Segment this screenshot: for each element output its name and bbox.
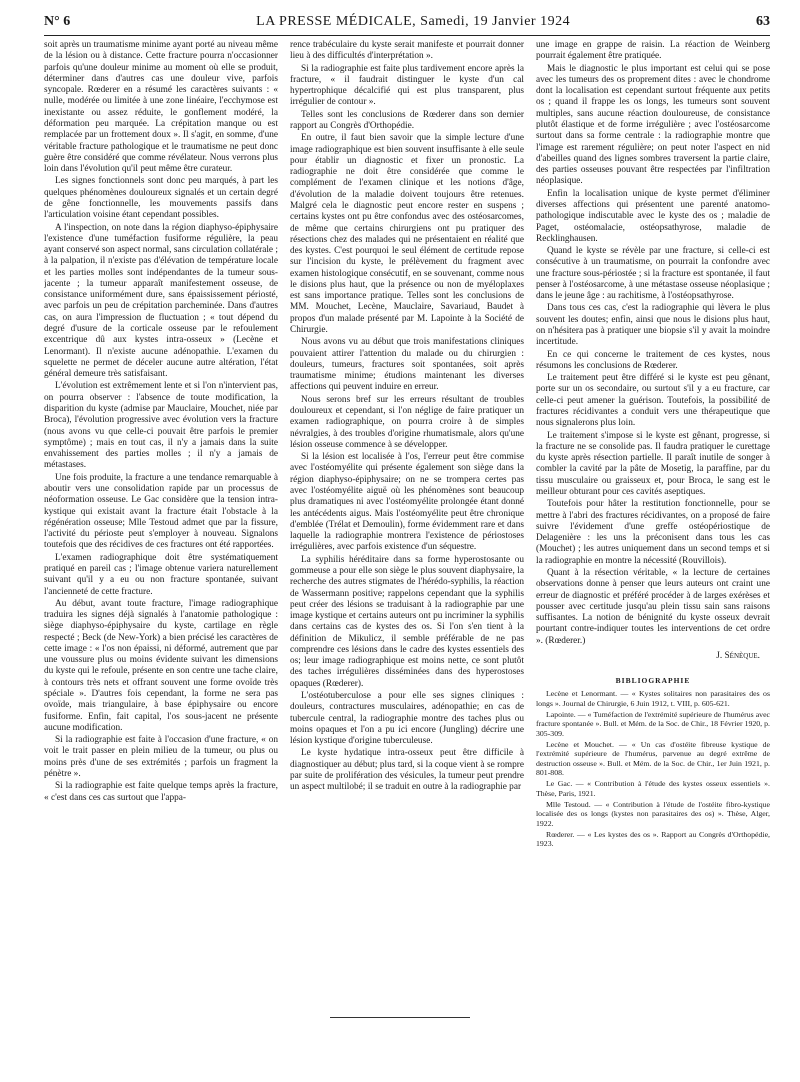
paragraph: Telles sont les conclusions de Rœderer dans son dernier rapport au Congrès d'Orthopédie. (290, 109, 524, 131)
paragraph: La syphilis héréditaire dans sa forme hyperostosante ou gommeuse a pour elle son siège le plus souvent diaphysaire, la recherche des autres stigmates de l'hérédo-syphilis, la réaction de Wassermann positive; rappelons cependant que la syphilis peut créer des lésions se traduisant à la radiographie par une image kystique et certains auteurs ont pu incriminer la syphilis dans certains cas de kystes des os. Si l'on s'en tient à la définition de Mikulicz, il semble préférable de ne pas comprendre ces lésions dans le cadre des kystes essentiels des os; leur image radiographique est moins nette, ce sont plutôt des taches irrégulières disséminées dans des hyperostoses opaques (Rœderer). (290, 554, 524, 689)
page-number: 63 (756, 14, 770, 29)
section-divider (330, 1017, 470, 1018)
paragraph: Si la lésion est localisée à l'os, l'erreur peut être commise avec l'ostéomyélite qui présente également son siège dans la région diaphyso-épiphysaire; on ne se trompera certes pas avec l'ostéomyélite aiguë où les phénomènes sont beaucoup plus dramatiques ni avec l'ostéomyélite prolongée étant donné les antécédents aigus. Mais l'ostéomyélite peut être chronique d'emblée (Trélat et Demoulin), forme évidemment rare et dans laquelle la radiographie montrera l'existence de périostoses irrégulières, avec parfois existence d'un séquestre. (290, 452, 524, 553)
paragraph: Au début, avant toute fracture, l'image radiographique traduira les signes déjà signalés à l'anatomie pathologique : siège diaphyso-épiphysaire du kyste, cartilage en règle respecté ; Beck (de New-York) a bien précisé les caractères de cette image : « l'os non épaissi, ni déformé, autrement que par une voussure plus ou moins évidente suivant les dimensions du kyste qui le refoule, présente en son centre une tache claire, à contours très nets et offrant souvent une forme ovoïde très spéciale ». D'autres fois cependant, la forme ne sera pas ovoïde, mais triangulaire, à base épiphysaire ou encore fusiforme. Enfin, fait capital, l'os sous-jacent ne présente aucune modification. (44, 598, 278, 733)
paragraph: Le kyste hydatique intra-osseux peut être difficile à diagnostiquer au début; plus tard, si la coque vient à se rompre par suite de prolifération des vésicules, la tumeur peut prendre un aspect multilobé; il se traduit en outre à la radiographie par (290, 748, 524, 793)
column-2 (290, 40, 524, 1040)
bibliography-list (536, 689, 770, 849)
author-signature: J. Sénèque. (716, 650, 760, 661)
bibliography-title: BIBLIOGRAPHIE (615, 676, 691, 686)
paragraph: L'évolution est extrêmement lente et si l'on n'intervient pas, on pourra observer : l'absence de toute modification, la disparition du kyste (admise par Mauclaire, Mouchet, niée par Broca), l'évolution progressive avec évolution vers la fracture (nous avons vu que celle-ci pouvait être parfois le premier symptôme) ; mais en tout cas, il n'y a jamais dans la suite envahissement des parties molles ; il n'y a jamais de métastases. (44, 381, 278, 471)
paragraph: soit après un traumatisme minime ayant porté au niveau même de la lésion ou à distance. Cette fracture pourra n'occasionner parfois qu'une douleur minime au moment où elle se produit, déterminer dans d'autres cas une douleur vive, parfois syncopale. Rœderer en a résumé les caractères suivants : « nulle, modérée ou limitée à une zone linéaire, l'ecchymose est inexistante ou assez réduite, le gonflement modéré, la déformation peu marquée. La crépitation manque ou est remplacée par un frottement doux ». Il s'agit, en somme, d'une véritable fracture pathologique et le traumatisme ne peut donc guère être considéré que comme révélateur. Nous verrons plus loin dans l'évolution qu'il peut même être curateur. (44, 40, 278, 175)
bibliography-entry: Mlle Testoud. — « Contribution à l'étude de l'ostéite fibro-kystique localisée des os longs (kystes non parasitaires des os) ». Thèse, Alger, 1922. (536, 800, 770, 828)
paragraph: Mais le diagnostic le plus important est celui qui se pose avec les tumeurs des os proprement dites : avec le chondrome dont la localisation est cependant surtout fréquente aux petits os ; quand il frappe les os longs, les tumeurs sont souvent multiples, sans aucune réaction douloureuse, de consistance plutôt élastique et de forme irrégulière ; avec l'ostéosarcome surtout dans sa forme centrale : la radiographie montre que l'image est rarement régulière; on peut noter l'aspect en nid d'abeilles quand des lignes sombres traversent la partie claire, des parties osseuses pouvant être respectées par l'infiltration néoplasique. (536, 63, 770, 187)
paragraph: Toutefois pour hâter la restitution fonctionnelle, pour se mettre à l'abri des fractures récidivantes, on a proposé de faire suivre l'évidement d'une greffe ostéopériostique de Delagenière : les uns la préconisent dans tous les cas (Mouchet) ; les autres uniquement dans un second temps et si la radiographie en montre la nécessité (Rouvillois). (536, 499, 770, 566)
paragraph: Si la radiographie est faite plus tardivement encore après la fracture, « il faudrait distinguer le kyste d'un cal hypertrophique décalcifié qui est plus transparent, plus irrégulier de contour ». (290, 63, 524, 108)
paragraph: Le traitement s'impose si le kyste est gênant, progresse, si la fracture ne se consolide pas. Il faudra pratiquer le curettage du kyste après résection partielle. Il paraît inutile de songer à combler la cavité par la pâte de Mosetig, la paraffine, par du tissu musculaire ou graisseux et, pour Broca, le sang est le meilleur obturant pour ces cavités aseptiques. (536, 430, 770, 497)
paragraph: Si la radiographie est faite quelque temps après la fracture, « c'est dans ces cas surtout que l'appa- (44, 781, 278, 803)
paragraph: Une fois produite, la fracture a une tendance remarquable à aboutir vers une consolidation rapide par un processus de néoformation osseuse. Le Gac considère que la tension intra-kystique qui existait avant la fracture était l'obstacle à la régénération osseuse; Mlle Testoud admet que par la fissure, l'activité du périoste peut s'employer à nouveau. Signalons toutefois que des récidives de ces fractures ont été rapportées. (44, 472, 278, 551)
issue-number: N° 6 (44, 14, 71, 29)
paragraph: A l'inspection, on note dans la région diaphyso-épiphysaire l'existence d'une tuméfaction fusiforme régulière, la peau ayant conservé son aspect normal, sans circulation collatérale ; à la palpation, il n'existe pas d'élévation de température locale et les parties molles sont indépendantes de la tumeur sous-jacente ; la tumeur apparaît manifestement osseuse, de consistance uniformément dure, sans épaississement périosté, avec parfois un peu de crépitation parcheminée. Dans d'autres cas, on aura l'impression de fluctuation ; « tout dépend du degré d'usure de la corticale osseuse par le refoulement excentrique dû aux kystes intra-osseux » (Lecène et Lenormant). Il n'existe aucune adénopathie. L'examen du squelette ne permet de déceler aucune autre altération, l'état général demeure très satisfaisant. (44, 222, 278, 380)
paragraph: Les signes fonctionnels sont donc peu marqués, à part les quelques phénomènes douloureux signalés et un certain degré de gêne fonctionnelle, les mouvements passifs dans l'articulation voisine étant cependant possibles. (44, 176, 278, 221)
paragraph: une image en grappe de raisin. La réaction de Weinberg pourrait également être pratiquée. (536, 40, 770, 62)
journal-title: LA PRESSE MÉDICALE, Samedi, 19 Janvier 1924 (256, 14, 571, 29)
paragraph: L'ostéotuberculose a pour elle ses signes cliniques : douleurs, contractures musculaires, adénopathie; en cas de tubercule central, la radiographie montre des taches plus ou moins opaques et l'on a pu ici encore (Jungling) décrire une lésion kystique d'origine tuberculeuse. (290, 691, 524, 747)
paragraph: rence trabéculaire du kyste serait manifeste et pourrait donner lieu à des difficultés d'interprétation ». (290, 40, 524, 62)
paragraph: Enfin la localisation unique de kyste permet d'éliminer diverses affections qui présentent une parenté anatomo-pathologique indiscutable avec le kyste des os ; maladie de Paget, ostéomalacie, ostéopsathyrose, maladie de Recklinghausen. (536, 188, 770, 244)
paragraph: En ce qui concerne le traitement de ces kystes, nous résumons les conclusions de Rœderer. (536, 349, 770, 371)
paragraph: En outre, il faut bien savoir que la simple lecture d'une image radiographique est bien souvent insuffisante à elle seule pour établir un diagnostic et fixer un pronostic. La radiographie ne doit être considérée que comme le complément de l'examen clinique et les notions d'âge, d'évolution de la maladie doivent toujours être retenues. Malgré cela le diagnostic peut encore rester en suspens ; certains kystes ont pu être confondus avec des ostéosarcomes, de même que certains chirurgiens ont pu pratiquer des résections chez des malades qui ne présentaient en réalité que des kystes. C'est pourquoi le seul élément de certitude repose sur l'incision du kyste, le prélèvement du fragment avec examen histologique consécutif, en se souvenant, comme nous le disions plus haut, que la présence ou non de myéloplaxes est sans importance pratique. Telles sont les conclusions de MM. Mouchet, Lecène, Mauclaire, Savariaud, Baudet à propos d'un malade présenté par M. Lapointe à la Société de Chirurgie. (290, 133, 524, 336)
paragraph: Quant à la résection véritable, « la lecture de certaines observations donne à penser que leurs auteurs ont craint une erreur de diagnostic et préféré procéder à de larges exérèses et pousser avec certitude jusqu'au plein tissu sain sans raisons suffisantes. La notion de bénignité du kyste osseux devrait pourtant contre-indiquer toutes les interventions de cet ordre ». (Rœderer.) (536, 567, 770, 646)
bibliography-entry: Le Gac. — « Contribution à l'étude des kystes osseux essentiels ». Thèse, Paris, 1921. (536, 779, 770, 798)
paragraph: Si la radiographie est faite à l'occasion d'une fracture, « on voit le trait passer en plein milieu de la tumeur, ou plus ou moins près d'une de ses extrémités ; parfois un fragment la pénètre ». (44, 735, 278, 779)
bibliography-entry: Lapointe. — « Tuméfaction de l'extrémité supérieure de l'humérus avec fracture spontanée ». Bull. et Mém. de la Soc. de Chir., 18 Février 1920, p. 305-309. (536, 709, 770, 738)
bibliography-entry: Rœderer. — « Les kystes des os ». Rapport au Congrès d'Orthopédie, 1923. (536, 830, 770, 849)
bibliography-entry: Lecène et Mouchet. — « Un cas d'ostéite fibreuse kystique de l'extrémité supérieure de l'humérus, parvenue au degré extrême de destruction osseuse ». Bull. et Mém. de la Soc. de Chir., 1er Juin 1921, p. 801-808. (536, 740, 770, 778)
column-1 (44, 40, 278, 1040)
bibliography-entry: Lecène et Lenormant. — « Kystes solitaires non parasitaires des os longs ». Journal de Chirurgie, 6 Juin 1912, t. VIII, p. 605-621. (536, 689, 770, 708)
paragraph: Nous avons vu au début que trois manifestations cliniques pouvaient attirer l'attention du malade ou du chirurgien : douleurs, tumeurs, fractures soit spontanées, soit après traumatisme minime; étudions maintenant les diverses affections qui peuvent induire en erreur. (290, 337, 524, 393)
paragraph: Le traitement peut être différé si le kyste est peu gênant, porte sur un os secondaire, ou surtout s'il y a eu fracture, car celle-ci peut amener la guérison. Toutefois, la possibilité de fractures récidivantes a conduit vers une thérapeutique que nous signalerons plus loin. (536, 373, 770, 429)
column-3 (536, 40, 770, 1040)
paragraph: Quand le kyste se révèle par une fracture, si celle-ci est consécutive à un traumatisme, on pourrait la confondre avec une fracture sous-périostée ; si la fracture est spontanée, il faut penser à l'ostéosarcome, à une métastase osseuse néoplasique ; dans le jeune âge : au rachitisme, à l'ostéopsathyrose. (536, 246, 770, 302)
page-header (44, 14, 770, 36)
article-body (44, 40, 770, 1040)
paragraph: L'examen radiographique doit être systématiquement pratiqué en pareil cas ; l'image obtenue variera naturellement suivant qu'il y a eu ou non fracture spontanée, suivant l'ancienneté de cette fracture. (44, 552, 278, 597)
paragraph: Dans tous ces cas, c'est la radiographie qui lèvera le plus souvent les doutes; enfin, ainsi que nous le disions plus haut, on n'hésitera pas à pratiquer une biopsie s'il y avait la moindre incertitude. (536, 303, 770, 348)
paragraph: Nous serons bref sur les erreurs résultant de troubles douloureux et cependant, si l'on néglige de faire pratiquer un examen radiographique, on pourra croire à de simples névralgies, à des troubles d'origine rhumatismale, alors qu'une lésion osseuse commence à se développer. (290, 394, 524, 450)
